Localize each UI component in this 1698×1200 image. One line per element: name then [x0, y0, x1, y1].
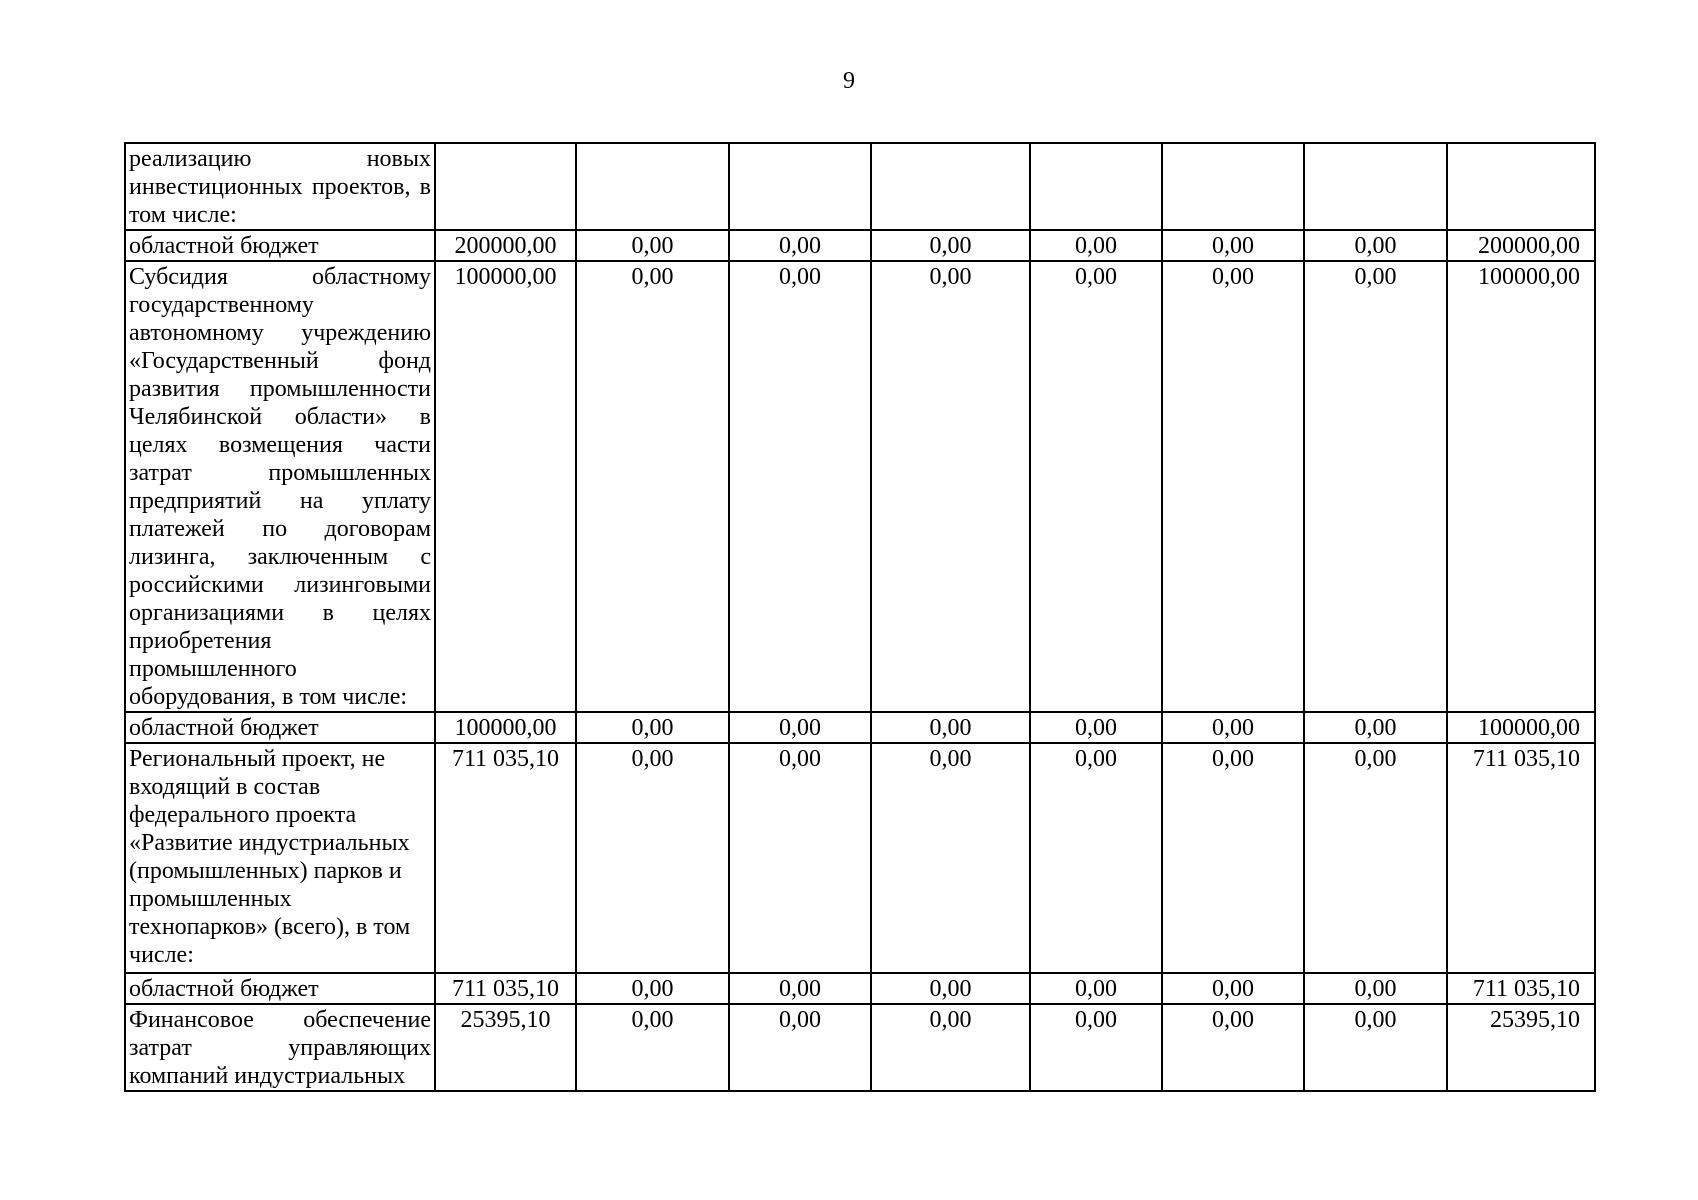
table-row	[125, 973, 1595, 1004]
total-cell: 711 035,10	[1447, 973, 1595, 1004]
value-cell: 0,00	[871, 230, 1030, 261]
total-cell	[1447, 143, 1595, 230]
value-cell	[871, 143, 1030, 230]
value-cell: 0,00	[1162, 743, 1304, 973]
value-cell	[729, 143, 871, 230]
value-cell: 0,00	[1162, 1004, 1304, 1091]
value-cell	[1030, 143, 1162, 230]
value-cell: 0,00	[729, 973, 871, 1004]
row-description: Субсидия областному государственному автономному учреждению «Государственный фонд развития промышленности Челябинской области» в целях возмещения части затрат промышленных предприятий на уплату платежей по договорам лизинга, заключенным с российскими лизинговыми организациями в целях приобретения промышленного оборудования, в том числе:	[125, 261, 435, 712]
value-cell: 711 035,10	[435, 973, 576, 1004]
row-description: реализацию новых инвестиционных проектов, в том числе:	[125, 143, 435, 230]
value-cell: 0,00	[1162, 230, 1304, 261]
row-description: областной бюджет	[125, 973, 435, 1004]
value-cell: 0,00	[1030, 743, 1162, 973]
value-cell: 0,00	[729, 230, 871, 261]
value-cell: 0,00	[729, 1004, 871, 1091]
value-cell: 0,00	[1304, 743, 1447, 973]
value-cell: 0,00	[1030, 973, 1162, 1004]
table-row	[125, 261, 1595, 712]
page-number: 9	[843, 68, 855, 94]
table-row	[125, 1004, 1595, 1091]
value-cell: 0,00	[871, 712, 1030, 743]
total-cell: 25395,10	[1447, 1004, 1595, 1091]
value-cell: 0,00	[1030, 261, 1162, 712]
value-cell: 0,00	[1304, 230, 1447, 261]
total-cell: 711 035,10	[1447, 743, 1595, 973]
value-cell: 0,00	[1304, 712, 1447, 743]
total-cell: 100000,00	[1447, 712, 1595, 743]
table-row	[125, 230, 1595, 261]
value-cell	[576, 143, 729, 230]
row-description: Финансовое обеспечение затрат управляющих компаний индустриальных	[125, 1004, 435, 1091]
value-cell: 711 035,10	[435, 743, 576, 973]
value-cell: 100000,00	[435, 712, 576, 743]
value-cell: 0,00	[576, 261, 729, 712]
value-cell: 0,00	[576, 973, 729, 1004]
value-cell: 0,00	[576, 712, 729, 743]
value-cell: 0,00	[729, 743, 871, 973]
value-cell: 0,00	[1030, 1004, 1162, 1091]
value-cell: 25395,10	[435, 1004, 576, 1091]
table-row	[125, 143, 1595, 230]
value-cell: 0,00	[729, 712, 871, 743]
table-row	[125, 712, 1595, 743]
value-cell: 0,00	[1162, 973, 1304, 1004]
budget-table	[124, 142, 1596, 1092]
value-cell: 0,00	[729, 261, 871, 712]
value-cell: 0,00	[1162, 261, 1304, 712]
value-cell: 0,00	[1030, 712, 1162, 743]
value-cell: 0,00	[1304, 261, 1447, 712]
value-cell: 0,00	[871, 973, 1030, 1004]
value-cell: 0,00	[1304, 973, 1447, 1004]
value-cell: 0,00	[871, 1004, 1030, 1091]
value-cell: 0,00	[1030, 230, 1162, 261]
value-cell: 0,00	[576, 1004, 729, 1091]
row-description: областной бюджет	[125, 712, 435, 743]
value-cell: 100000,00	[435, 261, 576, 712]
value-cell	[435, 143, 576, 230]
value-cell: 0,00	[871, 743, 1030, 973]
value-cell	[1304, 143, 1447, 230]
table-row	[125, 743, 1595, 973]
value-cell: 200000,00	[435, 230, 576, 261]
total-cell: 100000,00	[1447, 261, 1595, 712]
value-cell: 0,00	[576, 230, 729, 261]
value-cell: 0,00	[871, 261, 1030, 712]
value-cell	[1162, 143, 1304, 230]
value-cell: 0,00	[1162, 712, 1304, 743]
value-cell: 0,00	[1304, 1004, 1447, 1091]
total-cell: 200000,00	[1447, 230, 1595, 261]
row-description: областной бюджет	[125, 230, 435, 261]
value-cell: 0,00	[576, 743, 729, 973]
row-description: Региональный проект, не входящий в состав федерального проекта «Развитие индустриальных (промышленных) парков и промышленных технопарков» (всего), в том числе:	[125, 743, 435, 973]
